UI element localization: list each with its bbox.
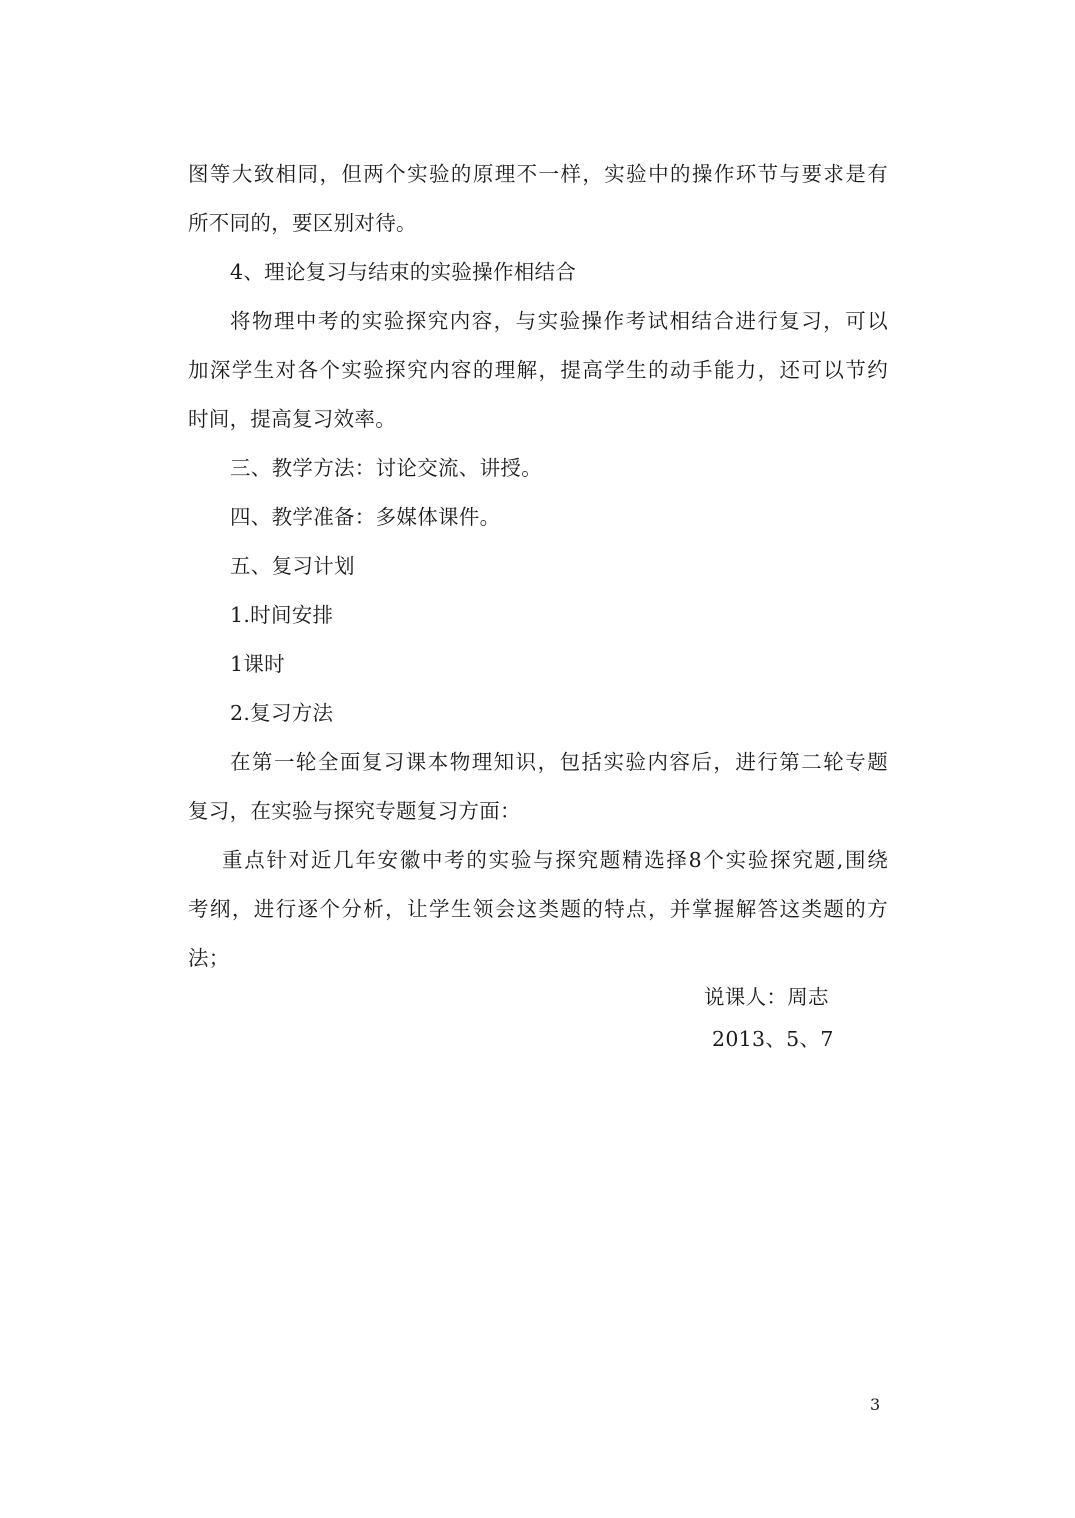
signature-date: 2013、5、7 bbox=[712, 1027, 834, 1051]
paragraph-line: 将物理中考的实验探究内容，与实验操作考试相结合进行复习，可以 bbox=[230, 309, 888, 333]
paragraph-line: 重点针对近几年安徽中考的实验与探究题精选择8个实验探究题,围绕 bbox=[222, 848, 888, 872]
paragraph-line: 法； bbox=[188, 946, 230, 970]
paragraph-line: 1课时 bbox=[230, 652, 285, 676]
subheading: 1.时间安排 bbox=[230, 603, 334, 627]
paragraph-line: 图等大致相同，但两个实验的原理不一样，实验中的操作环节与要求是有 bbox=[188, 162, 888, 186]
subheading: 4、理论复习与结束的实验操作相结合 bbox=[230, 260, 577, 284]
paragraph-line: 加深学生对各个实验探究内容的理解，提高学生的动手能力，还可以节约 bbox=[188, 358, 888, 382]
page-number: 3 bbox=[870, 1395, 881, 1414]
section-heading: 三、教学方法：讨论交流、讲授。 bbox=[230, 456, 542, 480]
paragraph-line: 所不同的，要区别对待。 bbox=[188, 211, 417, 235]
signature-speaker: 说课人：周志 bbox=[704, 985, 829, 1009]
section-heading: 五、复习计划 bbox=[230, 554, 355, 578]
paragraph-line: 复习，在实验与探究专题复习方面： bbox=[188, 799, 521, 823]
section-heading: 四、教学准备：多媒体课件。 bbox=[230, 505, 501, 529]
paragraph-line: 时间，提高复习效率。 bbox=[188, 407, 396, 431]
paragraph-line: 考纲，进行逐个分析，让学生领会这类题的特点，并掌握解答这类题的方 bbox=[188, 897, 888, 921]
subheading: 2.复习方法 bbox=[230, 701, 334, 725]
paragraph-line: 在第一轮全面复习课本物理知识，包括实验内容后，进行第二轮专题 bbox=[230, 750, 888, 774]
